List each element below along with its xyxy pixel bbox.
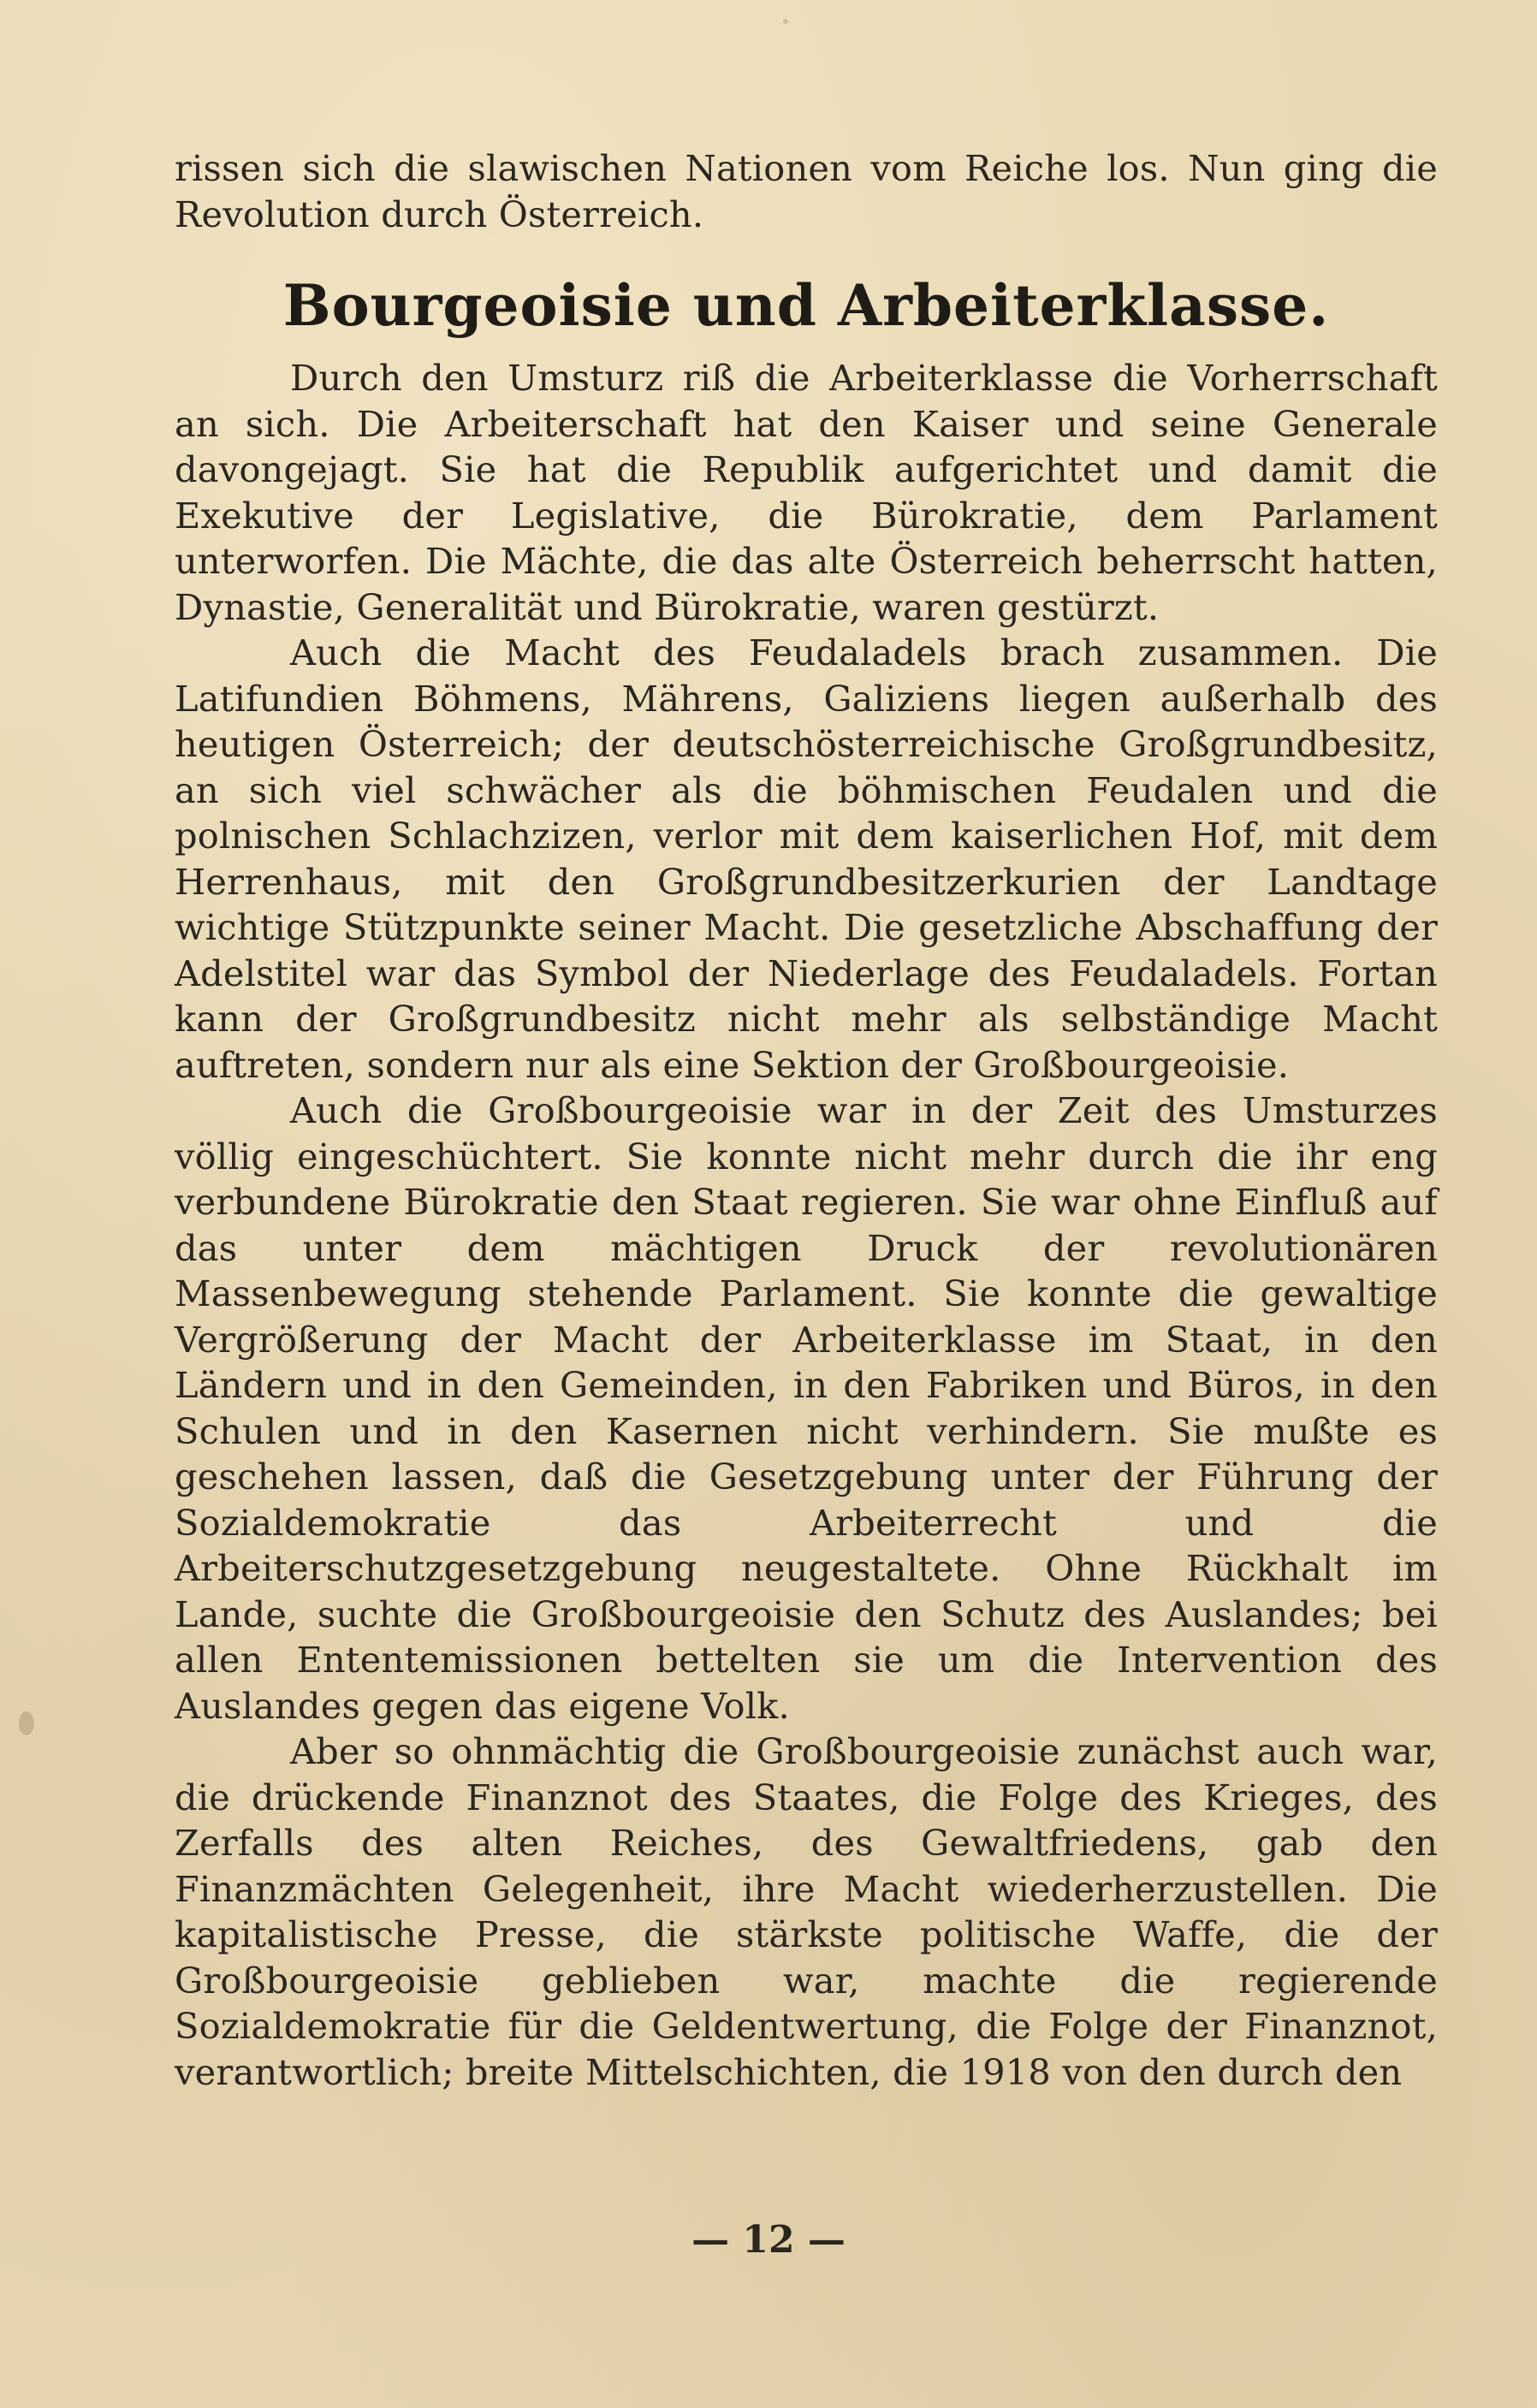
body-paragraph-2: Auch die Macht des Feudaladels brach zusammen. Die Latifundien Böhmens, Mährens, Galiziens liegen außerhalb des heutigen Österreich; der deutschösterreichische Großgrundbesitz, an sich viel schwächer als die böhmischen Feudalen und die polnischen Schlachzizen, verlor mit dem kaiserlichen Hof, mit dem Herrenhaus, mit den Großgrundbesitzerkurien der Landtage wichtige Stützpunkte seiner Macht. Die gesetzliche Abschaffung der Adelstitel war das Symbol der Niederlage des Feudaladels. Fortan kann der Großgrundbesitz nicht mehr als selbständige Macht auftreten, sondern nur als eine Sektion der Großbourgeoisie.	[175, 632, 1438, 1086]
intro-paragraph: rissen sich die slawischen Nationen vom Reiche los. Nun ging die Revolution durch Österreich.	[175, 147, 1438, 235]
body-paragraph-3: Auch die Großbourgeoisie war in der Zeit des Umsturzes völlig eingeschüchtert. Sie konnte nicht mehr durch die ihr eng verbundene Bürokratie den Staat regieren. Sie war ohne Einfluß auf das unter dem mächtigen Druck der revolutionären Massenbewegung stehende Parlament. Sie konnte die gewaltige Vergrößerung der Macht der Arbeiterklasse im Staat, in den Ländern und in den Gemeinden, in den Fabriken und Büros, in den Schulen und in den Kasernen nicht verhindern. Sie mußte es geschehen lassen, daß die Gesetzgebung unter der Führung der Sozialdemokratie das Arbeiterrecht und die Arbeiterschutzgesetzgebung neugestaltete. Ohne Rückhalt im Lande, suchte die Großbourgeoisie den Schutz des Auslandes; bei allen Ententemissionen bettelten sie um die Intervention des Auslandes gegen das eigene Volk.	[175, 1089, 1438, 1727]
document-page	[175, 145, 1438, 2268]
paper-stain	[783, 19, 788, 24]
page-number: — 12 —	[691, 2218, 846, 2262]
section-heading: Bourgeoisie und Arbeiterklasse.	[282, 272, 1330, 339]
body-paragraph-1: Durch den Umsturz riß die Arbeiterklasse die Vorherrschaft an sich. Die Arbeiterschaft hat den Kaiser und seine Generale davongejagt. Sie hat die Republik aufgerichtet und damit die Exekutive der Legislative, die Bürokratie, dem Parlament unterworfen. Die Mächte, die das alte Österreich beherrscht hatten, Dynastie, Generalität und Bürokratie, waren gestürzt.	[175, 357, 1438, 628]
body-paragraph-4: Aber so ohnmächtig die Großbourgeoisie zunächst auch war, die drückende Finanznot des Staates, die Folge des Krieges, des Zerfalls des alten Reiches, des Gewaltfriedens, gab den Finanzmächten Gelegenheit, ihre Macht wiederherzustellen. Die kapitalistische Presse, die stärkste politische Waffe, die der Großbourgeoisie geblieben war, machte die regierende Sozialdemokratie für die Geldentwertung, die Folge der Finanznot, verantwortlich; breite Mittelschichten, die 1918 von den durch den	[175, 1730, 1438, 2093]
paper-stain	[19, 1711, 34, 1735]
